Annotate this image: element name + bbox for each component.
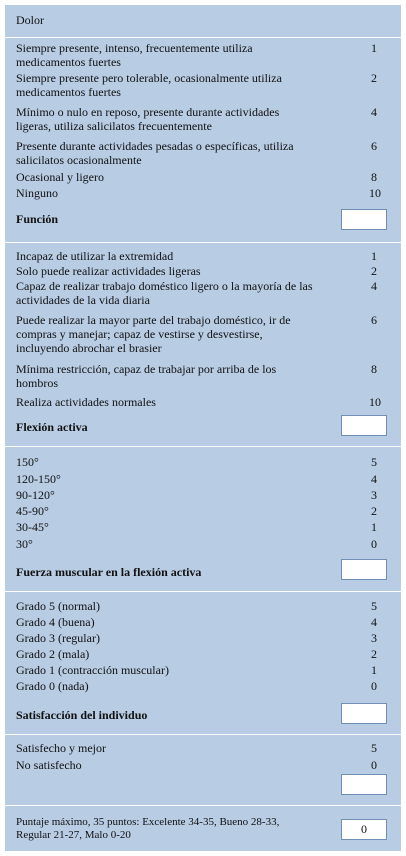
item-score: 5 xyxy=(371,741,377,755)
item-score: 2 xyxy=(371,264,377,278)
satisfaccion-extra-input[interactable] xyxy=(341,774,387,795)
item-score: 1 xyxy=(371,520,377,534)
item-label: Presente durante actividades pesadas o específicas, utiliza salicilatos ocasionalmente xyxy=(16,139,294,167)
item-score: 3 xyxy=(371,631,377,645)
item-label: Siempre presente pero tolerable, ocasionalmente utiliza medicamentos fuertes xyxy=(16,71,282,99)
item-score: 1 xyxy=(371,249,377,263)
funcion-score-input[interactable] xyxy=(341,209,387,230)
item-label: No satisfecho xyxy=(16,758,82,772)
item-label: 120-150° xyxy=(16,472,61,486)
item-label: Mínimo o nulo en reposo, presente durante actividades ligeras, utiliza salicilatos frecuentemente xyxy=(16,105,280,133)
item-label: Puede realizar la mayor parte del trabajo doméstico, ir de compras y manejar; capaz de vestirse y desvestirse, incluyendo abrochar el brasier xyxy=(16,313,291,355)
item-label: Grado 1 (contracción muscular) xyxy=(16,663,169,677)
fuerza-heading: Fuerza muscular en la flexión activa xyxy=(16,565,202,579)
item-score: 4 xyxy=(371,472,377,486)
item-score: 0 xyxy=(371,758,377,772)
satisfaccion-heading: Satisfacción del individuo xyxy=(16,708,148,722)
satisfaccion-score-input[interactable] xyxy=(341,703,387,724)
item-score: 4 xyxy=(371,105,377,119)
item-label: Grado 0 (nada) xyxy=(16,679,89,693)
item-score: 3 xyxy=(371,488,377,502)
item-label: Ocasional y ligero xyxy=(16,170,104,184)
item-score: 5 xyxy=(371,599,377,613)
item-label: Siempre presente, intenso, frecuentemente utiliza medicamentos fuertes xyxy=(16,41,253,69)
item-score: 1 xyxy=(371,41,377,55)
item-score: 2 xyxy=(371,71,377,85)
item-label: 150° xyxy=(16,455,39,469)
item-score: 0 xyxy=(371,679,377,693)
item-label: Incapaz de utilizar la extremidad xyxy=(16,249,174,263)
item-label: Ninguno xyxy=(16,186,58,200)
funcion-heading: Función xyxy=(16,212,59,226)
item-score: 4 xyxy=(371,615,377,629)
item-label: Mínima restricción, capaz de trabajar por arriba de los hombros xyxy=(16,362,277,390)
item-label: Grado 4 (buena) xyxy=(16,615,95,629)
item-label: Capaz de realizar trabajo doméstico ligero o la mayoría de las actividades de la vida diaria xyxy=(16,279,313,307)
item-score: 6 xyxy=(371,139,377,153)
fuerza-section xyxy=(5,591,401,592)
item-label: 30-45° xyxy=(16,520,49,534)
item-score: 1 xyxy=(371,663,377,677)
item-label: 90-120° xyxy=(16,488,55,502)
item-label: 45-90° xyxy=(16,504,49,518)
dolor-heading: Dolor xyxy=(16,13,44,27)
item-label: Grado 2 (mala) xyxy=(16,647,90,661)
item-score: 2 xyxy=(371,504,377,518)
item-score: 8 xyxy=(371,170,377,184)
item-score: 2 xyxy=(371,647,377,661)
fuerza-score-input[interactable] xyxy=(341,559,387,580)
item-score: 5 xyxy=(371,455,377,469)
item-score: 10 xyxy=(369,186,381,200)
item-score: 4 xyxy=(371,279,377,293)
score-scale-note: Puntaje máximo, 35 puntos: Excelente 34-35, Bueno 28-33, Regular 21-27, Malo 0-20 xyxy=(16,816,280,841)
flexion-score-input[interactable] xyxy=(341,415,387,436)
flexion-heading: Flexión activa xyxy=(16,420,88,434)
scoring-form xyxy=(4,4,402,852)
footer-section xyxy=(5,805,401,806)
item-label: Solo puede realizar actividades ligeras xyxy=(16,264,201,278)
item-score: 8 xyxy=(371,362,377,376)
satisfaccion-section xyxy=(5,734,401,735)
flexion-section xyxy=(5,446,401,447)
item-label: 30° xyxy=(16,537,33,551)
total-score-field[interactable]: 0 xyxy=(341,819,387,840)
item-score: 6 xyxy=(371,313,377,327)
item-label: Grado 3 (regular) xyxy=(16,631,100,645)
item-score: 10 xyxy=(369,395,381,409)
item-label: Realiza actividades normales xyxy=(16,395,156,409)
item-label: Grado 5 (normal) xyxy=(16,599,100,613)
dolor-section xyxy=(5,37,401,38)
item-score: 0 xyxy=(371,537,377,551)
item-label: Satisfecho y mejor xyxy=(16,741,106,755)
funcion-section xyxy=(5,242,401,243)
